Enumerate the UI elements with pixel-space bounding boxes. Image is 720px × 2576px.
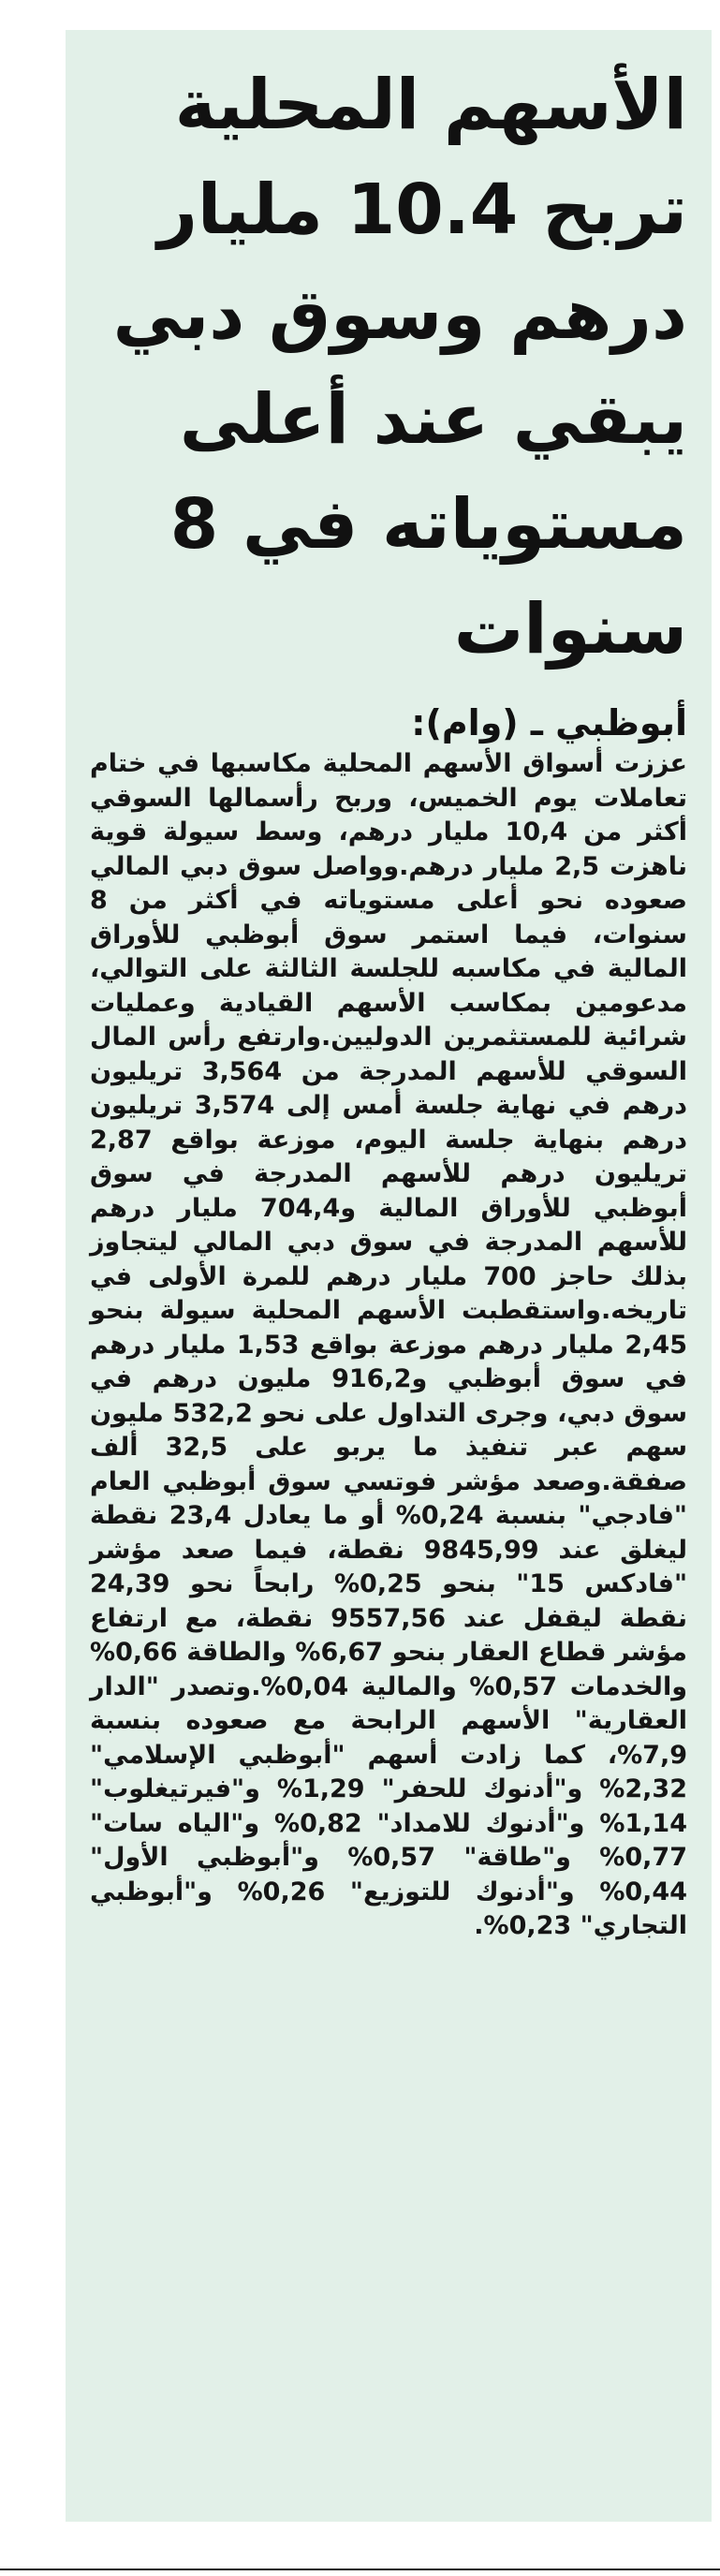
article-headline — [90, 52, 687, 682]
headline-line: يبقي عند أعلى — [179, 379, 687, 460]
article-panel — [66, 30, 712, 2522]
headline-line: سنوات — [453, 589, 687, 670]
headline-line: تربح 10.4 مليار — [157, 169, 687, 250]
article-body: عززت أسواق الأسهم المحلية مكاسبها في ختام تعاملات يوم الخميس، وربح رأسمالها السوقي أكثر من 10,4 مليار درهم، وسط سيولة قوية ناهزت 2,5 مليار درهم.وواصل سوق دبي المالي صعوده نحو أعلى مستوياته في أكثر من 8 سنوات، فيما استمر سوق أبوظبي للأوراق المالية في مكاسبه للجلسة الثالثة على التوالي، مدعومين بمكاسب الأسهم القيادية وعمليات شرائية للمستثمرين الدوليين.وارتفع رأس المال السوقي للأسهم المدرجة من 3,564 تريليون درهم في نهاية جلسة أمس إلى 3,574 تريليون درهم بنهاية جلسة اليوم، موزعة بواقع 2,87 تريليون درهم للأسهم المدرجة في سوق أبوظبي للأوراق المالية و704,4 مليار درهم للأسهم المدرجة في سوق دبي المالي ليتجاوز بذلك حاجز 700 مليار درهم للمرة الأولى في تاريخه.واستقطبت الأسهم المحلية سيولة بنحو 2,45 مليار درهم موزعة بواقع 1,53 مليار درهم في سوق أبوظبي و916,2 مليون درهم في سوق دبي، وجرى التداول على نحو 532,2 مليون سهم عبر تنفيذ ما يربو على 32,5 ألف صفقة.وصعد مؤشر فوتسي سوق أبوظبي العام "فادجي" بنسبة 0,24% أو ما يعادل 23,4 نقطة ليغلق عند 9845,99 نقطة، فيما صعد مؤشر "فادكس 15" بنحو 0,25% رابحاً نحو 24,39 نقطة ليقفل عند 9557,56 نقطة، مع ارتفاع مؤشر قطاع العقار بنحو 6,67% والطاقة 0,66% والخدمات 0,57% والمالية 0,04%.وتصدر "الدار العقارية" الأسهم الرابحة مع صعوده بنسبة 7,9%، كما زادت أسهم "أبوظبي الإسلامي" 2,32% و"أدنوك للحفر" 1,29% و"فيرتيغلوب" 1,14% و"أدنوك للامداد" 0,82% و"الياه سات" 0,77% و"طاقة" 0,57% و"أبوظبي الأول" 0,44% و"أدنوك للتوزيع" 0,26% و"أبوظبي التجاري" 0,23%. — [90, 749, 688, 1940]
headline-line: الأسهم المحلية — [174, 65, 687, 145]
headline-line: درهم وسوق دبي — [112, 274, 687, 355]
headline-line: مستوياته في 8 — [169, 484, 687, 565]
page-bottom-rule — [0, 2569, 720, 2570]
article-dateline: أبوظبي ـ (وام): — [411, 702, 687, 743]
